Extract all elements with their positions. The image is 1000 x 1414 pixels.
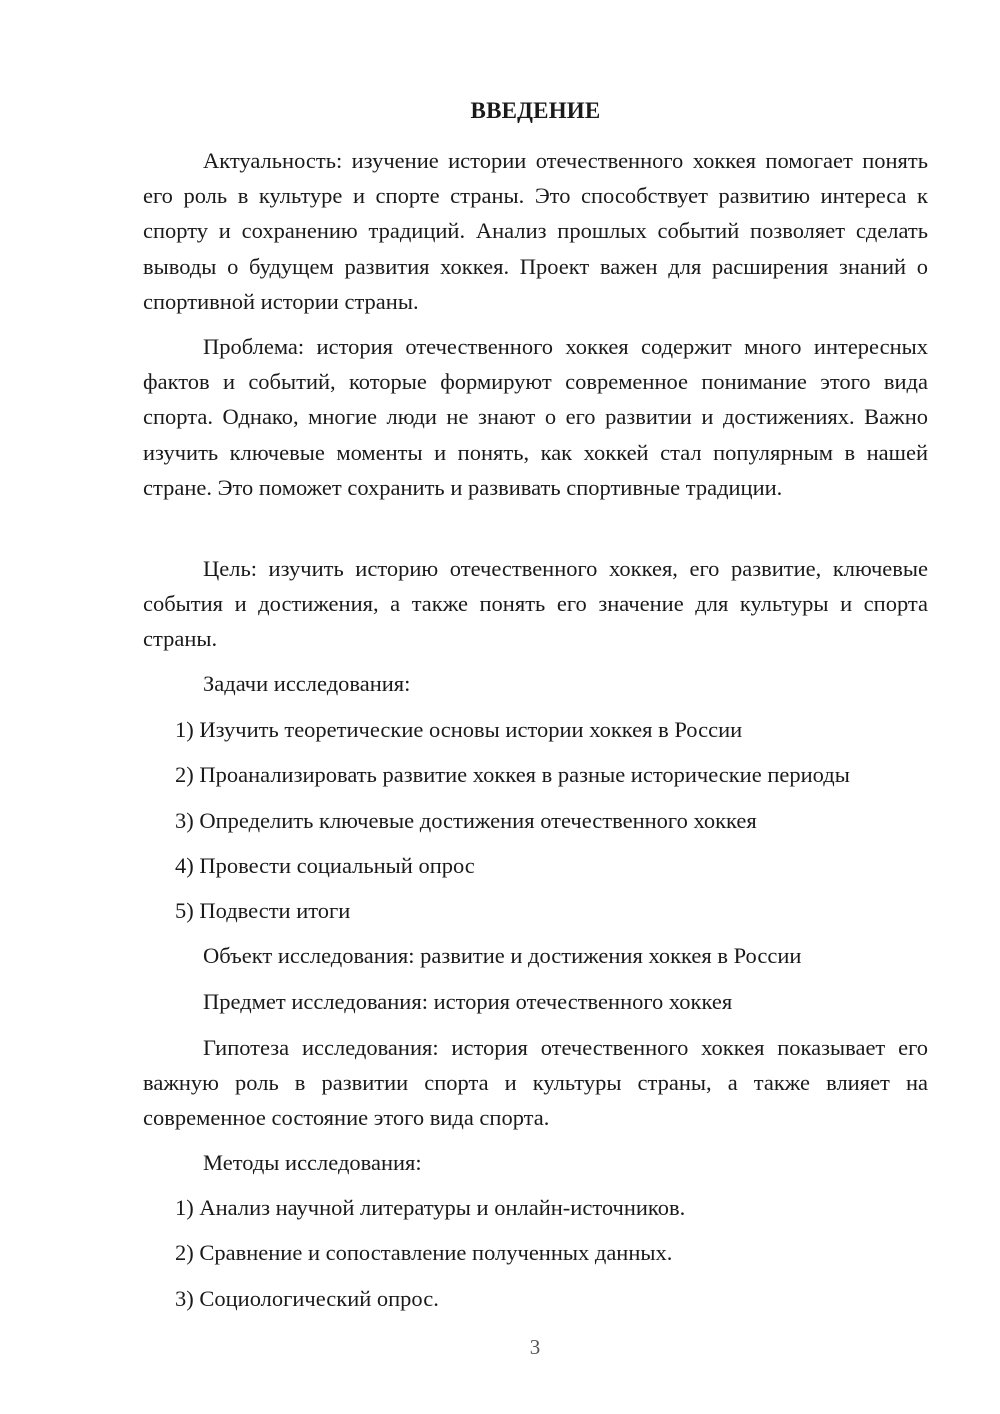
tasks-heading: Задачи исследования: — [203, 671, 411, 696]
research-object: Объект исследования: развитие и достижения хоккея в России — [203, 943, 802, 968]
task-item-2: 2) Проанализировать развитие хоккея в разные исторические периоды — [175, 762, 850, 787]
method-item-2: 2) Сравнение и сопоставление полученных данных. — [175, 1240, 673, 1265]
page-number: 3 — [529, 1335, 541, 1359]
page-title: ВВЕДЕНИЕ — [470, 98, 601, 123]
task-item-1: 1) Изучить теоретические основы истории хоккея в России — [175, 717, 743, 742]
relevance-paragraph: Актуальность: изучение истории отечественного хоккея помогает понять его роль в культуре и спорте страны. Это способствует развитию интереса к спорту и сохранению традиций. Анализ прошлых событий позволяет сделать выводы о будущем развития хоккея. Проект важен для расширения знаний о спортивной истории страны. — [143, 148, 928, 314]
problem-paragraph: Проблема: история отечественного хоккея содержит много интересных фактов и событий, которые формируют современное понимание этого вида спорта. Однако, многие люди не знают о его развитии и достижениях. Важно изучить ключевые моменты и понять, как хоккей стал популярным в нашей стране. Это поможет сохранить и развивать спортивные традиции. — [143, 334, 928, 500]
methods-heading: Методы исследования: — [203, 1150, 422, 1175]
method-item-1: 1) Анализ научной литературы и онлайн-источников. — [175, 1195, 686, 1220]
task-item-4: 4) Провести социальный опрос — [175, 853, 475, 878]
hypothesis-paragraph: Гипотеза исследования: история отечественного хоккея показывает его важную роль в развитии спорта и культуры страны, а также влияет на современное состояние этого вида спорта. — [143, 1035, 928, 1131]
goal-paragraph: Цель: изучить историю отечественного хоккея, его развитие, ключевые события и достижения, а также понять его значение для культуры и спорта страны. — [143, 556, 928, 652]
task-item-3: 3) Определить ключевые достижения отечественного хоккея — [175, 808, 757, 833]
method-item-3: 3) Социологический опрос. — [175, 1286, 439, 1311]
research-subject: Предмет исследования: история отечественного хоккея — [203, 989, 733, 1014]
task-item-5: 5) Подвести итоги — [175, 898, 351, 923]
